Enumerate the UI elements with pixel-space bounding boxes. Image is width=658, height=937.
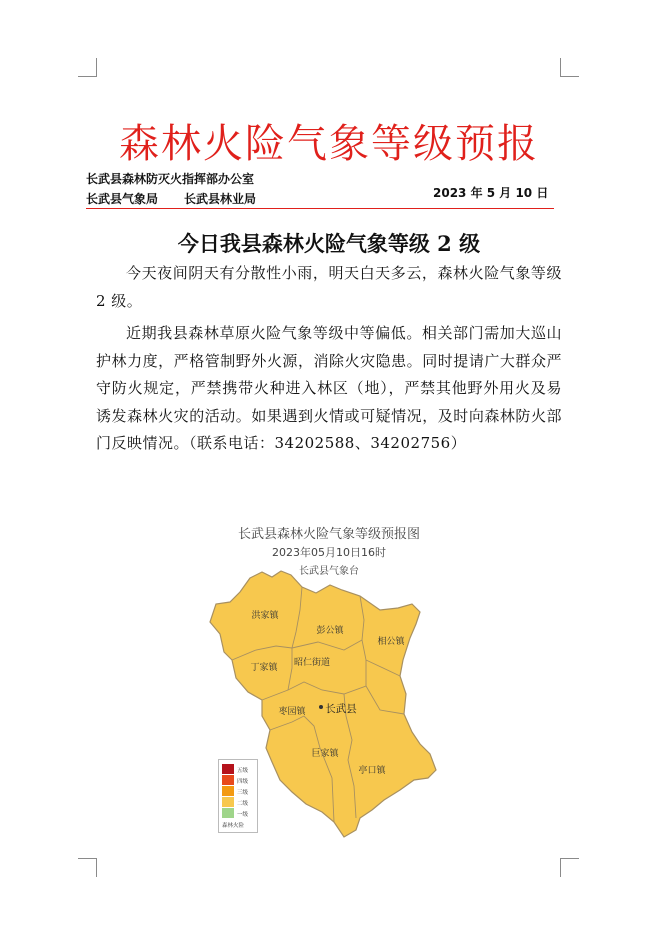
headline: 今日我县森林火险气象等级 2 级: [177, 231, 481, 256]
map-agency: 长武县气象台: [299, 566, 359, 577]
legend-swatch: [222, 764, 234, 774]
town-label: 昭仁街道: [293, 658, 331, 668]
paragraph-forecast-text: 今天夜间阴天有分散性小雨，明天白天多云，森林火险气象等级 2 级。: [96, 264, 562, 310]
town-label: 洪家镇: [251, 611, 279, 621]
map-title: 长武县森林火险气象等级预报图: [237, 527, 420, 542]
legend-title: 森林火险: [222, 823, 245, 829]
map-legend: [218, 759, 258, 833]
legend-label: 一级: [237, 812, 249, 818]
issuer-office: 长武县森林防灭火指挥部办公室: [86, 172, 255, 186]
county-seat-marker: [319, 705, 323, 709]
town-label: 彭公镇: [316, 626, 344, 636]
legend-label: 四级: [237, 779, 249, 785]
issuer-forestry-bureau: 长武县林业局: [184, 192, 257, 206]
legend-label: 三级: [237, 790, 249, 796]
legend-swatch: [222, 786, 234, 796]
town-label: 巨家镇: [311, 749, 339, 759]
town-label: 亭口镇: [358, 766, 386, 776]
paragraph-advisory-text: 近期我县森林草原火险气象等级中等偏低。相关部门需加大巡山护林力度，严格管制野外火源，消除火灾隐患。同时提请广大群众严守防火规定，严禁携带火种进入林区（地），严禁其他野外用火及易诱发森林火灾的活动。如果遇到火情或可疑情况，及时向森林防火部门反映情况。（联系电话：34202588、34202756）: [96, 324, 562, 452]
map-time: 2023年05月10日16时: [272, 546, 386, 559]
town-label: 枣园镇: [278, 707, 306, 717]
legend-swatch: [222, 797, 234, 807]
town-label: 相公镇: [377, 637, 405, 647]
legend-label: 五级: [237, 768, 249, 774]
legend-swatch: [222, 808, 234, 818]
town-label: 丁家镇: [250, 663, 278, 673]
issue-date: 2023 年 5 月 10 日: [433, 186, 549, 200]
issuer-meteorological-bureau: 长武县气象局: [86, 192, 159, 206]
document-title: 森林火险气象等级预报: [119, 121, 539, 167]
legend-label: 二级: [237, 801, 249, 807]
county-label: 长武县: [325, 703, 357, 715]
legend-swatch: [222, 775, 234, 785]
